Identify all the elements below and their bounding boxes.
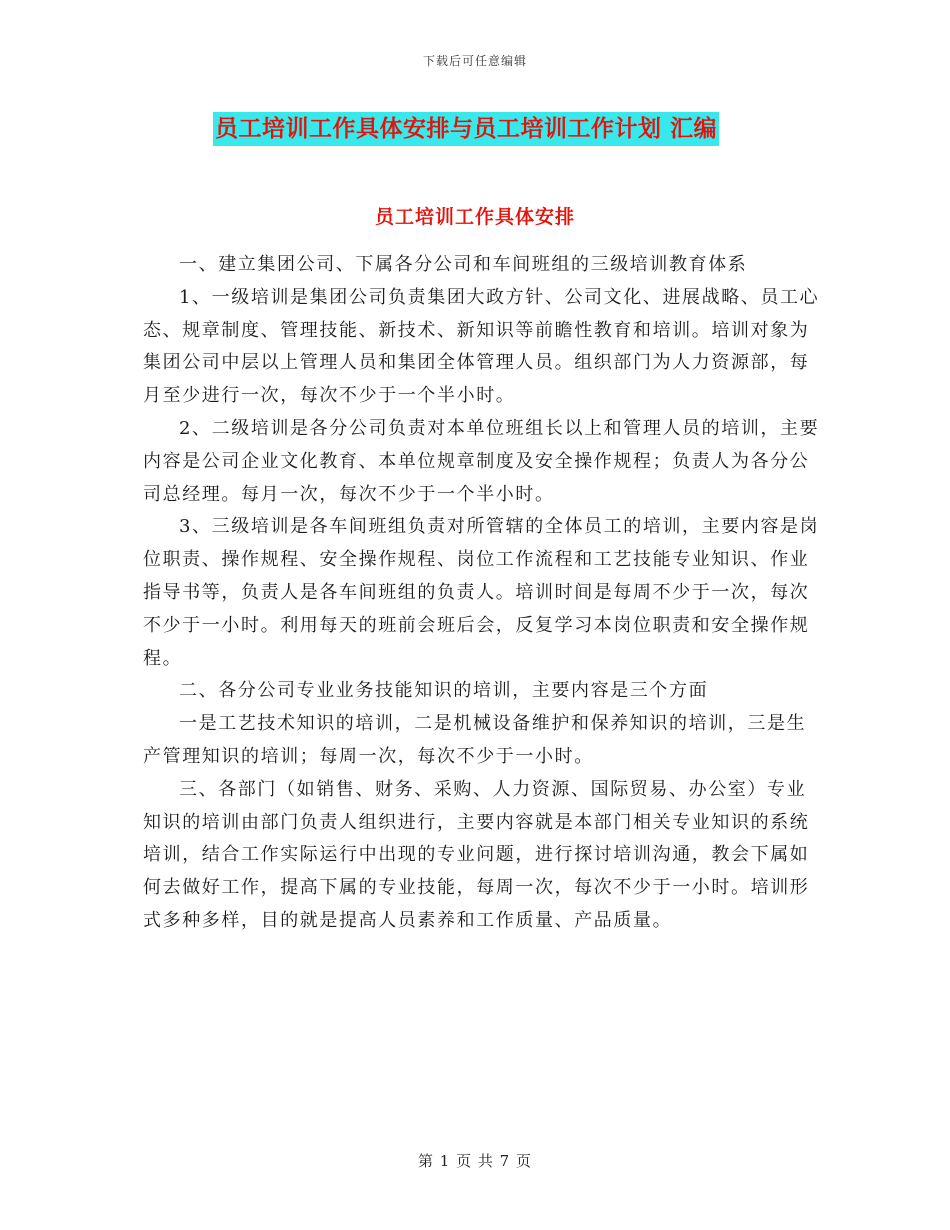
paragraph: 2、二级培训是各分公司负责对本单位班组长以上和管理人员的培训，主要内容是公司企业文化教育、本单位规章制度及安全操作规程；负责人为各分公司总经理。每月一次，每次不少于一个半小时。	[143, 417, 820, 505]
paragraph: 1、一级培训是集团公司负责集团大政方针、公司文化、进展战略、员工心态、规章制度、管理技能、新技术、新知识等前瞻性教育和培训。培训对象为集团公司中层以上管理人员和集团全体管理人员。组织部门为人力资源部，每月至少进行一次，每次不少于一个半小时。	[143, 286, 820, 407]
title-highlight	[213, 112, 719, 146]
paragraph: 二、各分公司专业业务技能知识的培训，主要内容是三个方面	[179, 680, 709, 702]
paragraph: 一是工艺技术知识的培训，二是机械设备维护和保养知识的培训，三是生产管理知识的培训；每周一次，每次不少于一小时。	[143, 713, 807, 767]
document-body	[143, 249, 823, 938]
document-title: 员工培训工作具体安排与员工培训工作计划 汇编	[215, 115, 718, 142]
paragraph: 三、各部门（如销售、财务、采购、人力资源、国际贸易、办公室）专业知识的培训由部门负责人组织进行，主要内容就是本部门相关专业知识的系统培训，结合工作实际运行中出现的专业问题，进行探讨培训沟通，教会下属如何去做好工作，提高下属的专业技能，每周一次，每次不少于一小时。培训形式多种多样，目的就是提高人员素养和工作质量、产品质量。	[143, 778, 810, 931]
header-note: 下载后可任意编辑	[422, 54, 527, 68]
paragraph: 一、建立集团公司、下属各分公司和车间班组的三级培训教育体系	[179, 254, 748, 275]
section-title: 员工培训工作具体安排	[374, 206, 575, 228]
paragraph: 3、三级培训是各车间班组负责对所管辖的全体员工的培训，主要内容是岗位职责、操作规程、安全操作规程、岗位工作流程和工艺技能专业知识、作业指导书等，负责人是各车间班组的负责人。培训时间是每周不少于一次，每次不少于一小时。利用每天的班前会班后会，反复学习本岗位职责和安全操作规程。	[143, 516, 820, 669]
page-number: 第 1 页 共 7 页	[418, 1152, 532, 1170]
